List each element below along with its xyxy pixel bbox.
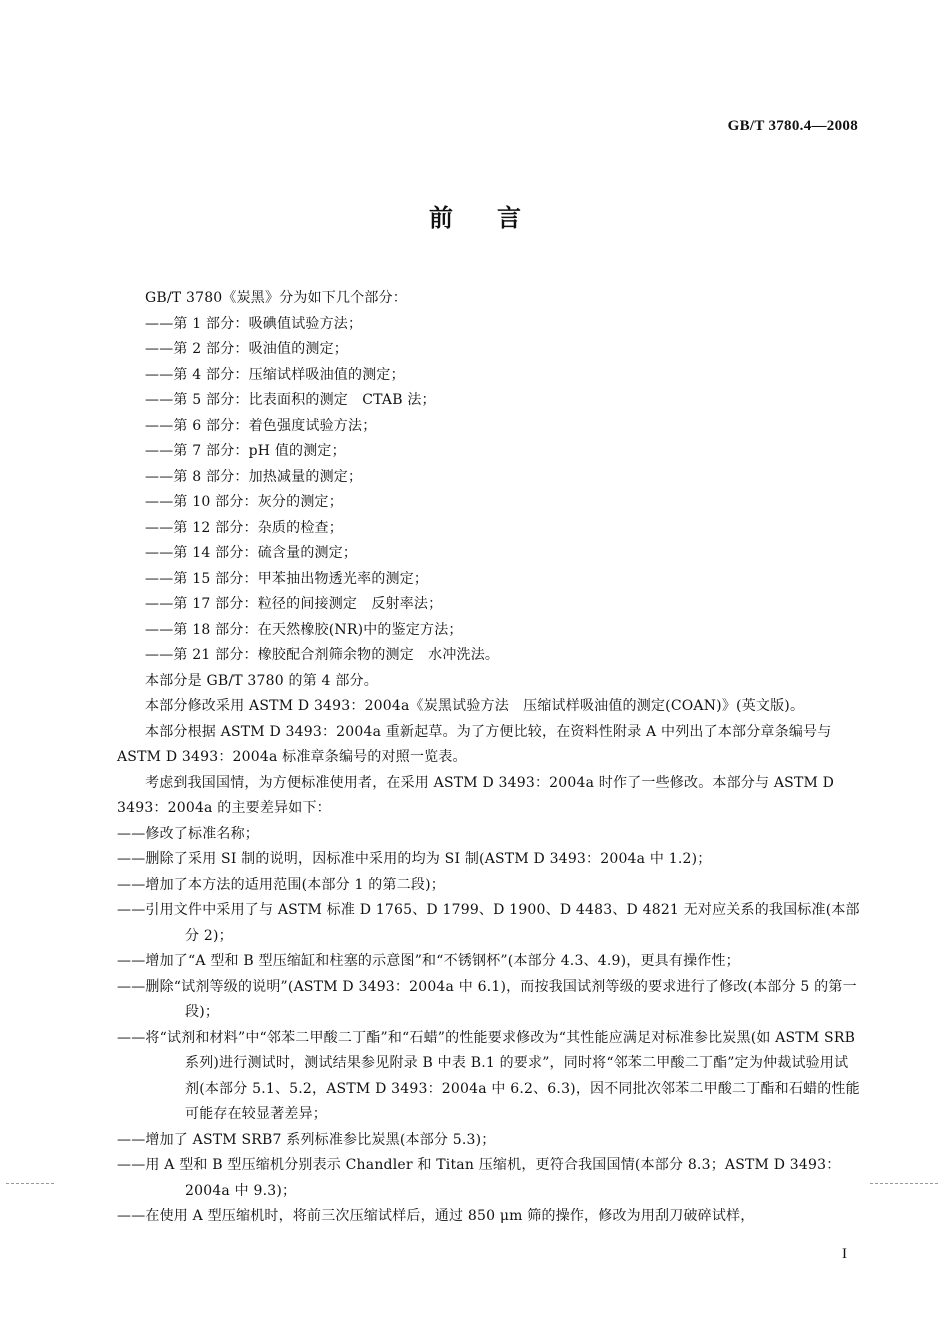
list-item-part-18: ——第 18 部分：在天然橡胶(NR)中的鉴定方法； (145, 621, 463, 638)
page-title: 前言 (429, 204, 565, 232)
paragraph-adoption: 本部分修改采用 ASTM D 3493：2004a《炭黑试验方法 压缩试样吸油值的测定(COAN)》(英文版)。 (145, 698, 805, 714)
list-item-part-17: ——第 17 部分：粒径的间接测定 反射率法； (145, 596, 443, 612)
list-item-part-4: ——第 4 部分：压缩试样吸油值的测定； (145, 366, 405, 383)
list-item-difference: ——将“试剂和材料”中“邻苯二甲酸二丁酯”和“石蜡”的性能要求修改为“其性能应满足对标准参比炭黑(如 ASTM SRB 系列)进行测试时，测试结果参见附录 B 中表 B.1 的要求”，同时将“邻苯二甲酸二丁酯”定为仲裁试验用试剂(本部分 5.1、5.2，ASTM D 3493：2004a 中 6.2、6.3)，因不同批次邻苯二甲酸二丁酯和石蜡的性能可能存在较显著差异； (117, 1029, 860, 1122)
list-item-part-14: ——第 14 部分：硫含量的测定； (145, 545, 358, 561)
list-item-part-1: ——第 1 部分：吸碘值试验方法； (145, 315, 363, 332)
list-item-part-5: ——第 5 部分：比表面积的测定 CTAB 法； (145, 392, 436, 408)
list-item-difference: ——增加了“A 型和 B 型压缩缸和柱塞的示意图”和“不锈钢杯”(本部分 4.3、4.9)，更具有操作性； (117, 953, 740, 969)
list-item-part-2: ——第 2 部分：吸油值的测定； (145, 341, 349, 357)
scan-artifact-right (870, 1183, 938, 1184)
list-item-difference: ——用 A 型和 B 型压缩机分别表示 Chandler 和 Titan 压缩机，更符合我国国情(本部分 8.3；ASTM D 3493：2004a 中 9.3)； (117, 1157, 841, 1199)
paragraph-intro: GB/T 3780《炭黑》分为如下几个部分： (145, 290, 408, 306)
list-item-part-12: ——第 12 部分：杂质的检查； (145, 519, 343, 536)
list-item-part-6: ——第 6 部分：着色强度试验方法； (145, 417, 377, 434)
list-item-part-10: ——第 10 部分：灰分的测定； (145, 494, 343, 510)
list-item-difference: ——引用文件中采用了与 ASTM 标准 D 1765、D 1799、D 1900、D 4483、D 4821 无对应关系的我国标准(本部分 2)； (117, 902, 860, 944)
list-item-part-21: ——第 21 部分：橡胶配合剂筛余物的测定 水冲洗法。 (145, 647, 500, 663)
list-item-difference: ——增加了本方法的适用范围(本部分 1 的第二段)； (117, 876, 445, 893)
list-item-part-8: ——第 8 部分：加热减量的测定； (145, 468, 363, 485)
paragraph-redrafting: 本部分根据 ASTM D 3493：2004a 重新起草。为了方便比较，在资料性附录 A 中列出了本部分章条编号与 ASTM D 3493：2004a 标准章条编号的对照一览表。 (117, 723, 832, 765)
paragraph-differences-intro: 考虑到我国国情，为方便标准使用者，在采用 ASTM D 3493：2004a 时作了一些修改。本部分与 ASTM D 3493：2004a 的主要差异如下： (117, 774, 835, 816)
list-item-difference: ——在使用 A 型压缩机时，将前三次压缩试样后，通过 850 μm 筛的操作，修改为用刮刀破碎试样， (117, 1208, 755, 1224)
standard-number-header: GB/T 3780.4—2008 (727, 118, 858, 134)
paragraph-part-statement: 本部分是 GB/T 3780 的第 4 部分。 (145, 672, 378, 689)
document-body (117, 286, 862, 1230)
page-number: I (842, 1246, 847, 1262)
list-item-difference: ——增加了 ASTM SRB7 系列标准参比炭黑(本部分 5.3)； (117, 1131, 496, 1148)
list-item-difference: ——修改了标准名称； (117, 825, 259, 842)
list-item-difference: ——删除“试剂等级的说明”(ASTM D 3493：2004a 中 6.1)，而按我国试剂等级的要求进行了修改(本部分 5 的第一段)； (117, 978, 857, 1020)
scan-artifact-left (6, 1183, 54, 1184)
list-item-part-7: ——第 7 部分：pH 值的测定； (145, 443, 346, 459)
list-item-part-15: ——第 15 部分：甲苯抽出物透光率的测定； (145, 570, 429, 587)
list-item-difference: ——删除了采用 SI 制的说明，因标准中采用的均为 SI 制(ASTM D 3493：2004a 中 1.2)； (117, 851, 712, 867)
